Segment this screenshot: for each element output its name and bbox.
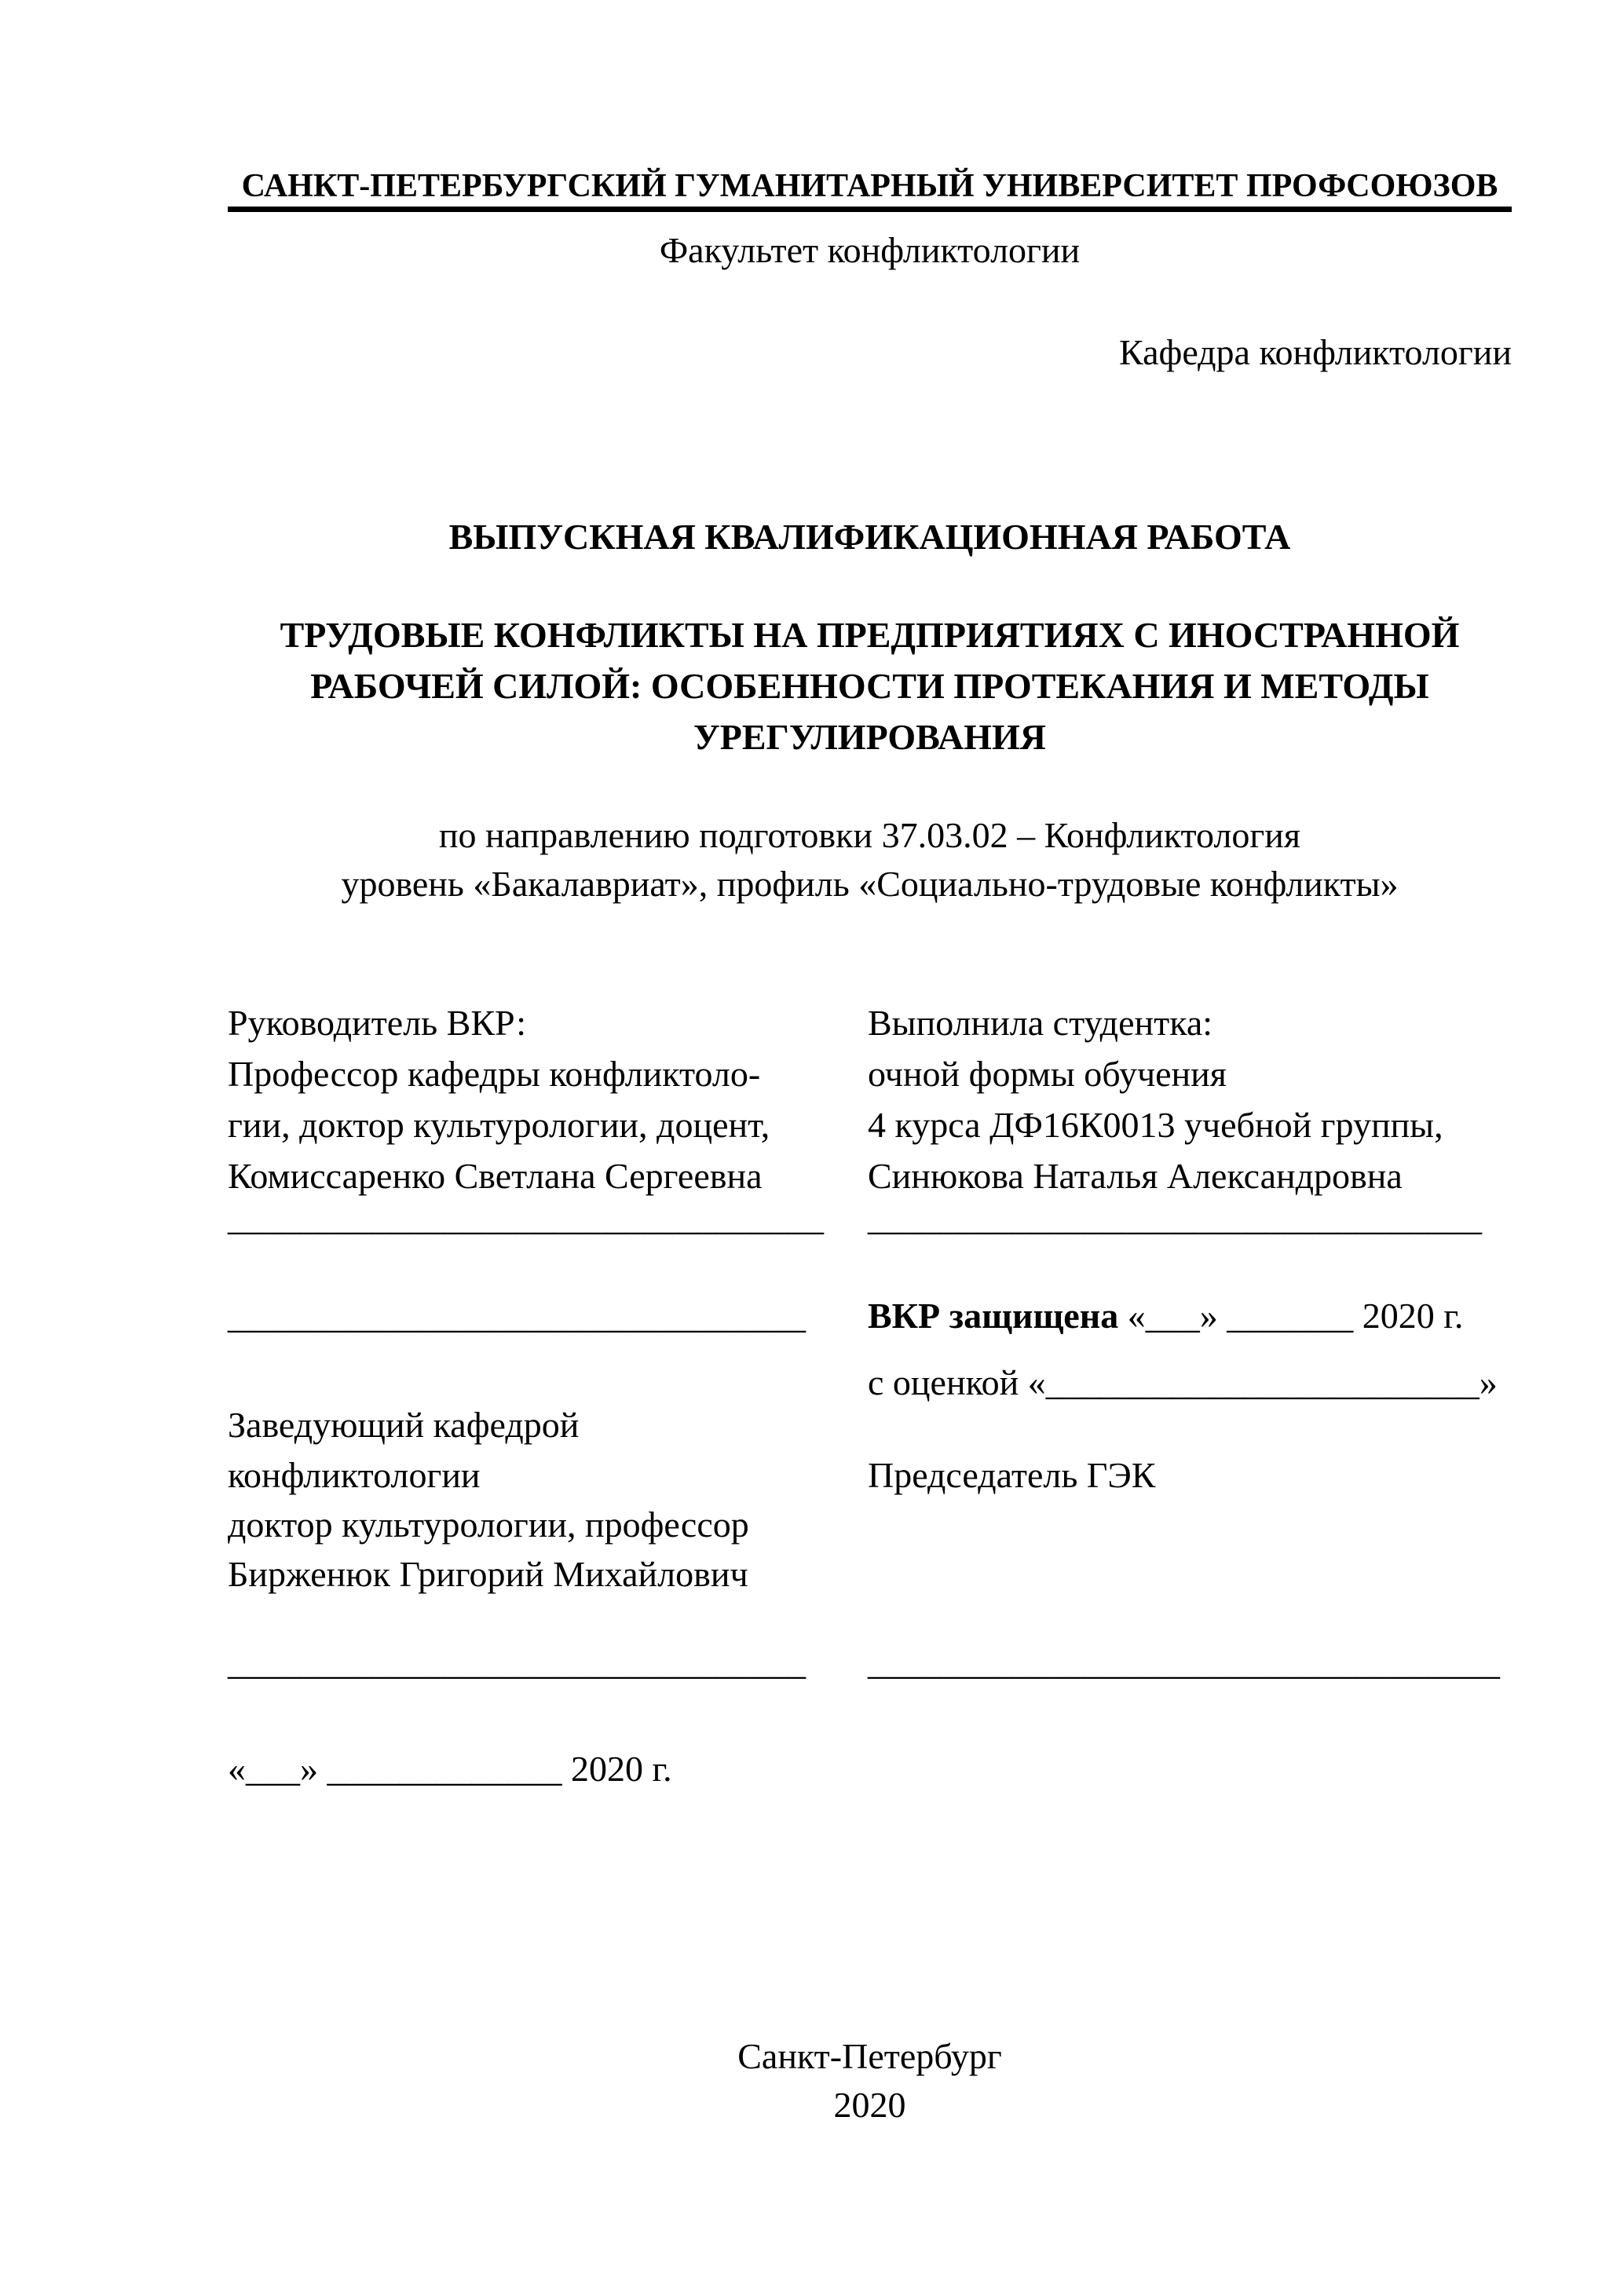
department-head-position-line-3: доктор культурологии, профессор bbox=[228, 1504, 749, 1545]
student-study-form: очной формы обучения bbox=[868, 1054, 1227, 1094]
program-direction-line: по направлению подготовки 37.03.02 – Конфликтология bbox=[438, 815, 1301, 855]
supervisor-name: Комиссаренко Светлана Сергеевна bbox=[228, 1156, 763, 1196]
program-profile-line: уровень «Бакалавриат», профиль «Социально-трудовые конфликты» bbox=[341, 864, 1399, 904]
faculty-name: Факультет конфликтологии bbox=[659, 230, 1081, 270]
student-signature-line: __________________________________ bbox=[868, 1197, 1482, 1238]
thesis-title-line-2: РАБОЧЕЙ СИЛОЙ: ОСОБЕННОСТИ ПРОТЕКАНИЯ И МЕТОДЫ bbox=[310, 666, 1429, 706]
defense-defended-line bbox=[868, 1292, 1512, 1340]
supervisor-signature-line: _________________________________ bbox=[228, 1197, 824, 1238]
student-role-label: Выполнила студентка: bbox=[868, 1003, 1213, 1043]
header-rule bbox=[228, 207, 1512, 212]
thesis-title-line-3: УРЕГУЛИРОВАНИЯ bbox=[693, 717, 1046, 757]
defense-defended-label: ВКР защищена bbox=[868, 1296, 1119, 1336]
defense-grade-line: с оценкой «________________________» bbox=[868, 1362, 1498, 1402]
department-head-position-line-1: Заведующий кафедрой bbox=[228, 1405, 580, 1445]
thesis-title-line-1: ТРУДОВЫЕ КОНФЛИКТЫ НА ПРЕДПРИЯТИЯХ С ИНОСТРАННОЙ bbox=[280, 615, 1460, 655]
supervisor-position-line-1: Профессор кафедры конфликтоло- bbox=[228, 1054, 761, 1094]
supervisor-role-label: Руководитель ВКР: bbox=[228, 1003, 527, 1043]
department-name: Кафедра конфликтологии bbox=[1119, 332, 1512, 372]
footer-year: 2020 bbox=[833, 2085, 906, 2125]
department-head-date-line: «___» _____________ 2020 г. bbox=[228, 1749, 672, 1789]
department-head-signature-line: ________________________________ bbox=[228, 1642, 806, 1682]
department-head-position-line-2: конфликтологии bbox=[228, 1455, 481, 1495]
chairman-label: Председатель ГЭК bbox=[868, 1455, 1156, 1495]
supervisor-position-line-2: гии, доктор культурологии, доцент, bbox=[228, 1105, 770, 1145]
department-head-name: Бирженюк Григорий Михайлович bbox=[228, 1554, 748, 1594]
supervisor-second-signature-line: ________________________________ bbox=[228, 1296, 806, 1336]
university-name: САНКТ-ПЕТЕРБУРГСКИЙ ГУМАНИТАРНЫЙ УНИВЕРСИТЕТ ПРОФСОЮЗОВ bbox=[241, 168, 1498, 204]
footer-city: Санкт-Петербург bbox=[737, 2036, 1002, 2076]
student-group: 4 курса ДФ16К0013 учебной группы, bbox=[868, 1105, 1443, 1145]
student-name: Синюкова Наталья Александровна bbox=[868, 1156, 1403, 1196]
chairman-signature-line: ___________________________________ bbox=[868, 1642, 1500, 1682]
defense-defended-date-blanks: «___» _______ 2020 г. bbox=[1118, 1296, 1464, 1336]
work-type-heading: ВЫПУСКНАЯ КВАЛИФИКАЦИОННАЯ РАБОТА bbox=[448, 517, 1291, 557]
